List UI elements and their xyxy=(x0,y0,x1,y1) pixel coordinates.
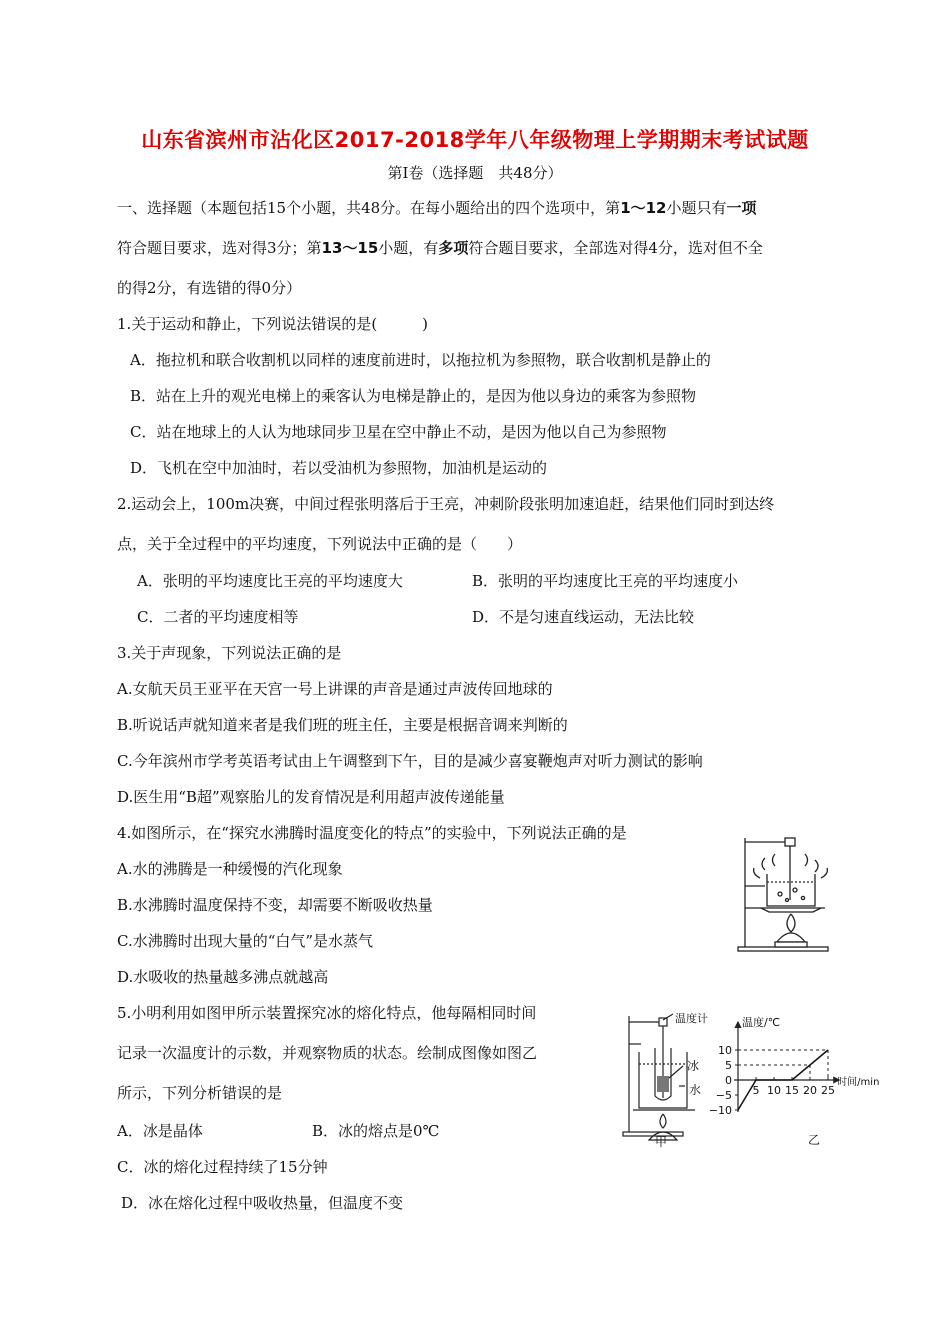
instructions-emphasis: 多项 xyxy=(438,239,469,257)
question-1-option-d: D．飞机在空中加油时，若以受油机为参照物，加油机是运动的 xyxy=(130,459,548,477)
y-tick-label: 5 xyxy=(725,1059,732,1072)
question-4-option-c: C.水沸腾时出现大量的“白气”是水蒸气 xyxy=(117,932,374,950)
question-2-option-b: B．张明的平均速度比王亮的平均速度小 xyxy=(472,572,739,590)
question-5-option-c: C．冰的熔化过程持续了15分钟 xyxy=(117,1158,328,1176)
section-subtitle: 第Ⅰ卷（选择题 共48分） xyxy=(387,164,563,182)
x-tick-label: 15 xyxy=(785,1084,799,1097)
question-2-stem-line-1: 2.运动会上，100m决赛，中间过程张明落后于王亮，冲刺阶段张明加速追赶，结果他们同时到达终 xyxy=(117,495,775,513)
question-3-option-a: A.女航天员王亚平在天宫一号上讲课的声音是通过声波传回地球的 xyxy=(117,680,553,698)
x-tick-label: 20 xyxy=(803,1084,817,1097)
instructions-range: 13～15 xyxy=(321,239,379,257)
question-5-option-a: A．冰是晶体 xyxy=(117,1122,203,1140)
instructions-text: 一、选择题（本题包括15个小题，共48分。在每小题给出的四个选项中，第 xyxy=(117,199,621,217)
question-4-option-d: D.水吸收的热量越多沸点就越高 xyxy=(117,968,329,986)
question-2-option-c: C．二者的平均速度相等 xyxy=(137,608,299,626)
question-5-option-d: D．冰在熔化过程中吸收热量，但温度不变 xyxy=(121,1194,404,1212)
y-tick-label: −5 xyxy=(715,1089,732,1102)
question-5-stem-line-2: 记录一次温度计的示数，并观察物质的状态。绘制成图像如图乙 xyxy=(117,1044,538,1062)
question-3-stem: 3.关于声现象，下列说法正确的是 xyxy=(117,644,342,662)
x-axis-label: 时间/min xyxy=(837,1077,880,1088)
x-tick-label: 5 xyxy=(752,1084,760,1097)
figure-caption-right: 乙 xyxy=(808,1133,821,1147)
question-2-stem-line-2: 点，关于全过程中的平均速度，下列说法中正确的是（ ） xyxy=(117,535,523,553)
question-1-option-b: B．站在上升的观光电梯上的乘客认为电梯是静止的，是因为他以身边的乘客为参照物 xyxy=(130,387,697,405)
boiling-apparatus-figure xyxy=(735,830,835,955)
question-1-option-a: A．拖拉机和联合收割机以同样的速度前进时，以拖拉机为参照物，联合收割机是静止的 xyxy=(130,351,711,369)
question-4-option-b: B.水沸腾时温度保持不变，却需要不断吸收热量 xyxy=(117,896,433,914)
ice-label: 冰 xyxy=(687,1059,700,1073)
question-2-option-a: A．张明的平均速度比王亮的平均速度大 xyxy=(137,572,403,590)
instructions-line-1 xyxy=(117,198,757,218)
y-axis-label: 温度/℃ xyxy=(742,1016,781,1029)
thermometer-label: 温度计 xyxy=(675,1012,708,1025)
question-5-stem-line-1: 5.小明利用如图甲所示装置探究冰的熔化特点，他每隔相同时间 xyxy=(117,1004,537,1022)
instructions-text: 符合题目要求，全部选对得4分，选对但不全 xyxy=(468,239,763,257)
question-5-option-b: B．冰的熔点是0℃ xyxy=(312,1122,440,1140)
y-tick-label: 10 xyxy=(718,1044,732,1057)
instructions-line-2 xyxy=(117,238,763,258)
y-tick-label: −10 xyxy=(708,1104,732,1117)
question-3-option-c: C.今年滨州市学考英语考试由上午调整到下午，目的是减少喜宴鞭炮声对听力测试的影响 xyxy=(117,752,703,770)
instructions-range: 1～12 xyxy=(620,199,667,217)
page-title: 山东省滨州市沾化区2017-2018学年八年级物理上学期期末考试试题 xyxy=(141,128,809,152)
instructions-line-3: 的得2分，有选错的得0分） xyxy=(117,279,302,297)
question-4-option-a: A.水的沸腾是一种缓慢的汽化现象 xyxy=(117,860,343,878)
question-1-stem: 1.关于运动和静止，下列说法错误的是( ) xyxy=(117,315,429,333)
instructions-text: 小题只有 xyxy=(666,199,727,217)
instructions-text: 小题，有 xyxy=(378,239,439,257)
instructions-text: 符合题目要求，选对得3分；第 xyxy=(117,239,322,257)
question-1-option-c: C．站在地球上的人认为地球同步卫星在空中静止不动，是因为他以自己为参照物 xyxy=(130,423,667,441)
melting-temperature-chart xyxy=(700,1010,930,1150)
instructions-emphasis: 一项 xyxy=(726,199,757,217)
x-tick-label: 10 xyxy=(767,1084,781,1097)
question-2-option-d: D．不是匀速直线运动，无法比较 xyxy=(472,608,695,626)
figure-caption-left: 甲 xyxy=(655,1135,668,1148)
x-tick-label: 25 xyxy=(821,1084,835,1097)
y-tick-label: 0 xyxy=(725,1074,732,1087)
question-3-option-b: B.听说话声就知道来者是我们班的班主任，主要是根据音调来判断的 xyxy=(117,716,568,734)
question-4-stem: 4.如图所示，在“探究水沸腾时温度变化的特点”的实验中，下列说法正确的是 xyxy=(117,824,627,842)
question-3-option-d: D.医生用“B超”观察胎儿的发育情况是利用超声波传递能量 xyxy=(117,788,505,806)
question-5-stem-line-3: 所示，下列分析错误的是 xyxy=(117,1084,283,1102)
water-label: 水 xyxy=(689,1083,702,1097)
